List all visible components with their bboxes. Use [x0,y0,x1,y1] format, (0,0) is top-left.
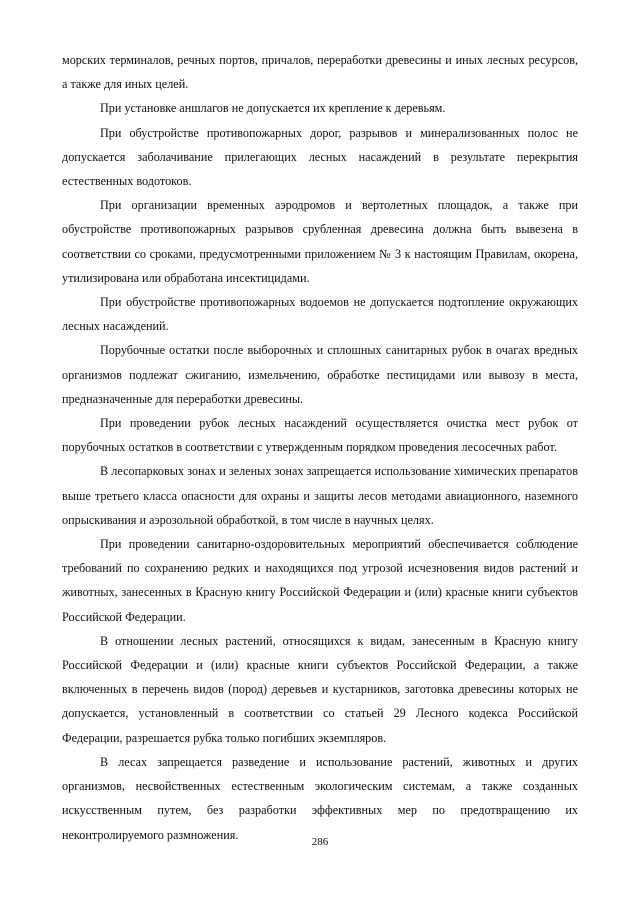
paragraph: При установке аншлагов не допускается их крепление к деревьям. [100,101,446,116]
paragraph: При обустройстве противопожарных водоемов не допускается подтопление окружающих лесных насаждений. [62,295,578,334]
paragraph: При организации временных аэродромов и вертолетных площадок, а также при обустройстве противопожарных разрывов срубленная древесина должна быть вывезена в соответствии со сроками, предусмотренными приложением № 3 к настоящим Правилам, окорена, утилизирована или обработана инсектицидами. [62,198,578,285]
paragraph: При обустройстве противопожарных дорог, разрывов и минерализованных полос не допускается заболачивание прилегающих лесных насаждений в результате перекрытия естественных водотоков. [62,125,578,189]
paragraph: При проведении санитарно-оздоровительных мероприятий обеспечивается соблюдение требований по сохранению редких и находящихся под угрозой исчезновения видов растений и животных, занесенных в Красную книгу Российской Федерации и (или) красные книги субъектов Российской Федерации. [62,537,578,624]
paragraph: В лесопарковых зонах и зеленых зонах запрещается использование химических препаратов выше третьего класса опасности для охраны и защиты лесов методами авиационного, наземного опрыскивания и аэрозольной обработкой, в том числе в научных целях. [62,464,578,527]
page-number: 286 [311,836,329,848]
paragraph: Порубочные остатки после выборочных и сплошных санитарных рубок в очагах вредных организмов подлежат сжиганию, измельчению, обработке пестицидами или вывозу в места, предназначенные для переработки древесины. [62,343,578,406]
paragraph: В отношении лесных растений, относящихся к видам, занесенным в Красную книгу Российской Федерации и (или) красные книги субъектов Российской Федерации, а также включенных в перечень видов (пород) деревьев и кустарников, заготовка древесины которых не допускается, установленный в соответствии со статьей 29 Лесного кодекса Российской Федерации, разрешается рубка только погибших экземпляров. [62,633,578,745]
paragraph: морских терминалов, речных портов, причалов, переработки древесины и иных лесных ресурсов, а также для иных целей. [62,53,578,92]
document-body [62,48,578,847]
paragraph: В лесах запрещается разведение и использование растений, животных и других организмов, несвойственных естественным экологическим системам, а также созданных искусственным путем, без разработки эффективных мер по предотвращению их неконтролируемого размножения. [62,754,578,842]
paragraph: При проведении рубок лесных насаждений осуществляется очистка мест рубок от порубочных остатков в соответствии с утвержденным порядком проведения лесосечных работ. [62,416,578,455]
